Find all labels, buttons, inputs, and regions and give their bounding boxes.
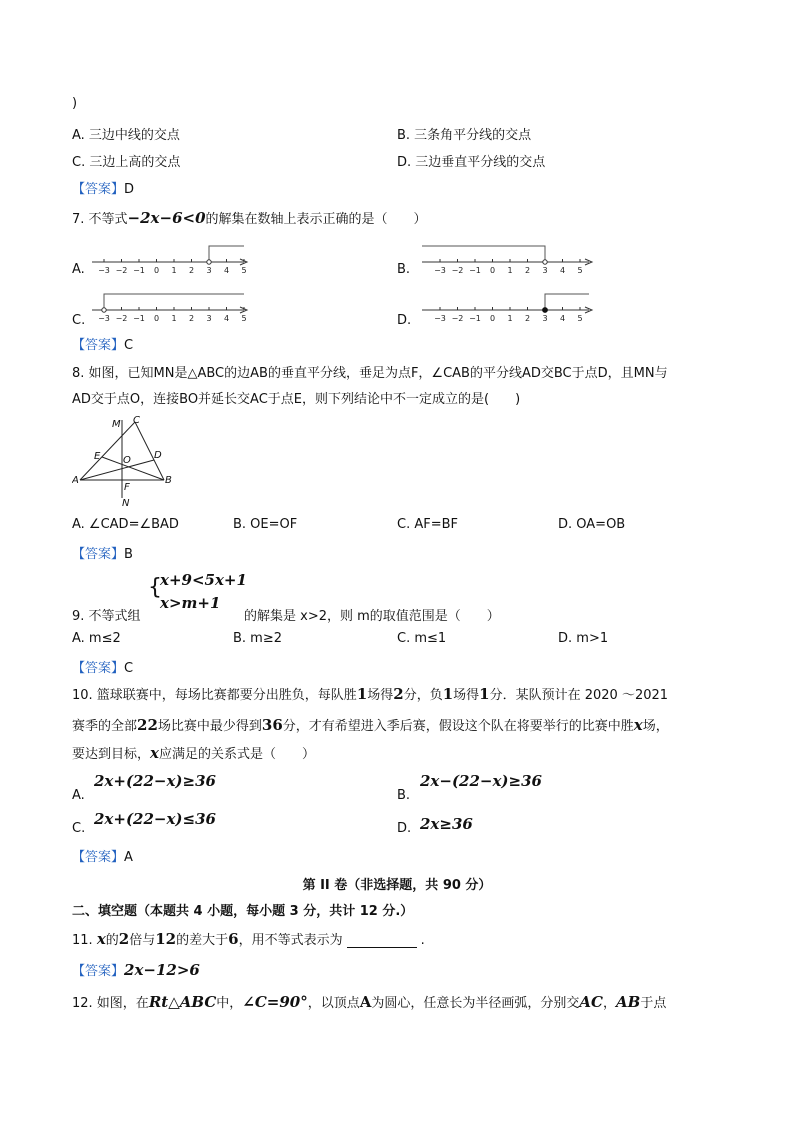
q12-text: ，以顶点 bbox=[307, 996, 360, 1011]
q10-text: 10. 篮球联赛中，每场比赛都要分出胜负，每队胜 bbox=[72, 688, 357, 703]
q8-option-a: A. ∠CAD=∠BAD bbox=[72, 517, 179, 532]
q10-text: 赛季的全部 bbox=[72, 719, 138, 734]
q6-option-c: C. 三边上高的交点 bbox=[72, 155, 181, 170]
part-2-title: 第 II 卷（非选择题，共 90 分） bbox=[302, 878, 492, 893]
answer-value: C bbox=[124, 661, 134, 676]
tick-label: 0 bbox=[489, 266, 496, 274]
q12-text: 12. 如图，在 bbox=[72, 996, 149, 1011]
q10-number: 22 bbox=[137, 716, 158, 734]
q6-option-a: A. 三边中线的交点 bbox=[72, 128, 180, 143]
q12-text: ， bbox=[603, 996, 617, 1011]
tick-label: 2 bbox=[188, 266, 195, 274]
number-line-d bbox=[420, 288, 595, 322]
q6-tail: ) bbox=[72, 96, 78, 111]
label-a: A bbox=[72, 475, 79, 486]
q9-option-b: B. m≥2 bbox=[233, 631, 283, 646]
answer-blank bbox=[347, 935, 417, 948]
q10-text: 分，才有希望进入季后赛，假设这个队在将要举行的比赛中胜 bbox=[282, 719, 634, 734]
q8-line-1: 8. 如图，已知MN是△ABC的边AB的垂直平分线，垂足为点F，∠CAB的平分线AD交BC于点D，且MN与 bbox=[72, 366, 668, 381]
q8-option-b: B. OE=OF bbox=[233, 517, 298, 532]
tick-label: 5 bbox=[241, 266, 247, 274]
tick-label: 3 bbox=[542, 314, 548, 322]
q12-triangle: Rt△ABC bbox=[148, 993, 217, 1011]
tick-label: 5 bbox=[577, 314, 583, 322]
tick-label: −1 bbox=[469, 266, 481, 274]
q10-option-c-expression: 2x+(22−x)≤36 bbox=[94, 810, 216, 828]
q10-text: 场， bbox=[642, 719, 669, 734]
answer-label: 【答案】 bbox=[72, 182, 125, 197]
tick-label: 1 bbox=[507, 314, 513, 322]
q11-variable: x bbox=[96, 930, 106, 948]
q10-answer bbox=[72, 846, 133, 865]
q9-system-brace: { bbox=[148, 575, 162, 600]
tick-label: −1 bbox=[469, 314, 481, 322]
q10-line-2 bbox=[72, 715, 669, 734]
answer-label: 【答案】 bbox=[72, 547, 125, 562]
q7-answer bbox=[72, 334, 133, 353]
q12-side: AC bbox=[579, 993, 603, 1011]
q9-option-a: A. m≤2 bbox=[72, 631, 121, 646]
answer-value: C bbox=[124, 338, 134, 353]
q6-answer bbox=[72, 178, 134, 197]
q7-stem bbox=[72, 208, 427, 227]
q12-angle: ∠C=90° bbox=[242, 993, 308, 1011]
closed-point bbox=[543, 308, 548, 313]
q12-stem bbox=[72, 992, 666, 1011]
tick-label: −1 bbox=[133, 266, 145, 274]
tick-label: 1 bbox=[171, 266, 177, 274]
tick-label: −2 bbox=[115, 314, 128, 322]
q10-text: 分，负 bbox=[403, 688, 443, 703]
q7-prefix: 7. 不等式 bbox=[72, 212, 128, 227]
q10-option-a-expression: 2x+(22−x)≥36 bbox=[94, 772, 216, 790]
q12-text: 为圆心，任意长为半径画弧，分别交 bbox=[371, 996, 580, 1011]
label-m: M bbox=[112, 419, 121, 430]
q11-text: 的 bbox=[105, 933, 119, 948]
q11-value: 12 bbox=[155, 930, 177, 948]
q11-stem bbox=[72, 929, 425, 948]
q10-option-b-expression: 2x−(22−x)≥36 bbox=[420, 772, 542, 790]
q10-variable: x bbox=[150, 744, 159, 762]
label-b: B bbox=[165, 475, 172, 486]
q10-text: 场得 bbox=[367, 688, 394, 703]
label-d: D bbox=[154, 450, 162, 461]
q10-number: 2 bbox=[393, 685, 404, 703]
open-point bbox=[543, 260, 547, 264]
q12-vertex: A bbox=[359, 993, 372, 1011]
q10-variable: x bbox=[633, 716, 643, 734]
label-e: E bbox=[94, 451, 101, 462]
q11-text: . bbox=[420, 933, 425, 948]
tick-label: 3 bbox=[206, 266, 212, 274]
q10-text: 分．某队预计在 2020 ～2021 bbox=[489, 688, 669, 703]
q10-number: 1 bbox=[479, 685, 490, 703]
q11-answer bbox=[72, 960, 200, 979]
q10-option-c-label: C. bbox=[72, 821, 86, 836]
q10-option-d-expression: 2x≥36 bbox=[420, 815, 473, 833]
q9-system-line-1: x+9<5x+1 bbox=[160, 571, 247, 589]
number-line-c bbox=[90, 288, 250, 322]
q9-answer bbox=[72, 657, 133, 676]
q7-suffix: 的解集在数轴上表示正确的是（ ） bbox=[205, 212, 427, 227]
q6-option-d: D. 三边垂直平分线的交点 bbox=[397, 155, 546, 170]
label-n: N bbox=[122, 498, 130, 509]
tick-label: 4 bbox=[559, 314, 566, 322]
answer-label: 【答案】 bbox=[72, 850, 125, 865]
q7-option-b-label: B. bbox=[397, 262, 411, 277]
label-c: C bbox=[133, 415, 140, 426]
q8-option-c: C. AF=BF bbox=[397, 517, 459, 532]
tick-label: 1 bbox=[171, 314, 177, 322]
q10-number: 1 bbox=[442, 685, 454, 703]
q8-triangle-figure bbox=[72, 412, 182, 510]
tick-label: 2 bbox=[524, 266, 531, 274]
q12-side: AB bbox=[616, 993, 641, 1011]
q11-text: 倍与 bbox=[129, 933, 156, 948]
q10-line-1 bbox=[72, 684, 668, 703]
q11-value: 6 bbox=[228, 930, 239, 948]
tick-label: 2 bbox=[188, 314, 195, 322]
label-o: O bbox=[123, 455, 131, 466]
q11-number: 11. bbox=[72, 933, 93, 948]
q10-text: 应满足的关系式是（ ） bbox=[158, 747, 315, 762]
q10-number: 1 bbox=[356, 685, 368, 703]
q10-option-a-label: A. bbox=[72, 788, 85, 803]
q10-text: 场比赛中最少得到 bbox=[157, 719, 262, 734]
tick-label: 5 bbox=[241, 314, 247, 322]
q10-line-3 bbox=[72, 743, 315, 762]
tick-label: −3 bbox=[434, 266, 446, 274]
tick-label: −2 bbox=[451, 314, 464, 322]
q9-option-c: C. m≤1 bbox=[397, 631, 447, 646]
solution-ray bbox=[545, 294, 589, 310]
q7-option-c-label: C. bbox=[72, 313, 86, 328]
q12-text: 中， bbox=[216, 996, 243, 1011]
tick-label: −3 bbox=[98, 266, 110, 274]
q7-option-a-label: A. bbox=[72, 262, 85, 277]
answer-label: 【答案】 bbox=[72, 661, 125, 676]
q8-line-2: AD交于点O，连接BO并延长交AC于点E，则下列结论中不一定成立的是( ) bbox=[72, 392, 521, 407]
open-point bbox=[102, 308, 106, 312]
tick-label: −2 bbox=[115, 266, 128, 274]
tick-label: 5 bbox=[577, 266, 583, 274]
q9-system-line-2: x>m+1 bbox=[160, 594, 221, 612]
tick-label: 4 bbox=[559, 266, 566, 274]
tick-label: 1 bbox=[507, 266, 513, 274]
answer-value: 2x−12>6 bbox=[124, 961, 200, 979]
tick-label: 0 bbox=[153, 266, 160, 274]
q12-text: 于点 bbox=[640, 996, 667, 1011]
q10-text: 场得 bbox=[453, 688, 480, 703]
answer-label: 【答案】 bbox=[72, 338, 125, 353]
q6-option-b: B. 三条角平分线的交点 bbox=[397, 128, 532, 143]
tick-label: 0 bbox=[489, 314, 496, 322]
label-f: F bbox=[124, 482, 130, 493]
q9-prefix: 9. 不等式组 bbox=[72, 609, 141, 624]
q9-option-d: D. m>1 bbox=[558, 631, 609, 646]
tick-label: −3 bbox=[434, 314, 446, 322]
answer-value: B bbox=[124, 547, 133, 562]
q7-option-d-label: D. bbox=[397, 313, 412, 328]
q10-text: 要达到目标， bbox=[72, 747, 151, 762]
q10-option-d-label: D. bbox=[397, 821, 412, 836]
number-line-a bbox=[90, 240, 250, 274]
tick-label: −1 bbox=[133, 314, 145, 322]
q10-option-b-label: B. bbox=[397, 788, 411, 803]
tick-label: 0 bbox=[153, 314, 160, 322]
tick-label: 3 bbox=[206, 314, 212, 322]
q11-value: 2 bbox=[118, 930, 130, 948]
q11-text: 的差大于 bbox=[176, 933, 229, 948]
q9-suffix: 的解集是 x>2，则 m的取值范围是（ ） bbox=[244, 609, 500, 624]
tick-label: 4 bbox=[223, 266, 230, 274]
tick-label: 2 bbox=[524, 314, 531, 322]
q7-expression: −2x−6<0 bbox=[127, 209, 206, 227]
number-line-b bbox=[420, 240, 595, 274]
answer-value: A bbox=[124, 850, 133, 865]
answer-label: 【答案】 bbox=[72, 964, 125, 979]
tick-label: 4 bbox=[223, 314, 230, 322]
side-ac bbox=[80, 422, 135, 480]
tick-label: −3 bbox=[98, 314, 110, 322]
tick-label: 3 bbox=[542, 266, 548, 274]
answer-value: D bbox=[124, 182, 135, 197]
tick-label: −2 bbox=[451, 266, 464, 274]
q8-option-d: D. OA=OB bbox=[558, 517, 626, 532]
open-point bbox=[207, 260, 211, 264]
q8-answer bbox=[72, 543, 133, 562]
q10-number: 36 bbox=[261, 716, 283, 734]
section-title: 二、填空题（本题共 4 小题，每小题 3 分，共计 12 分.） bbox=[72, 904, 414, 919]
q11-text: ，用不等式表示为 bbox=[238, 933, 343, 948]
